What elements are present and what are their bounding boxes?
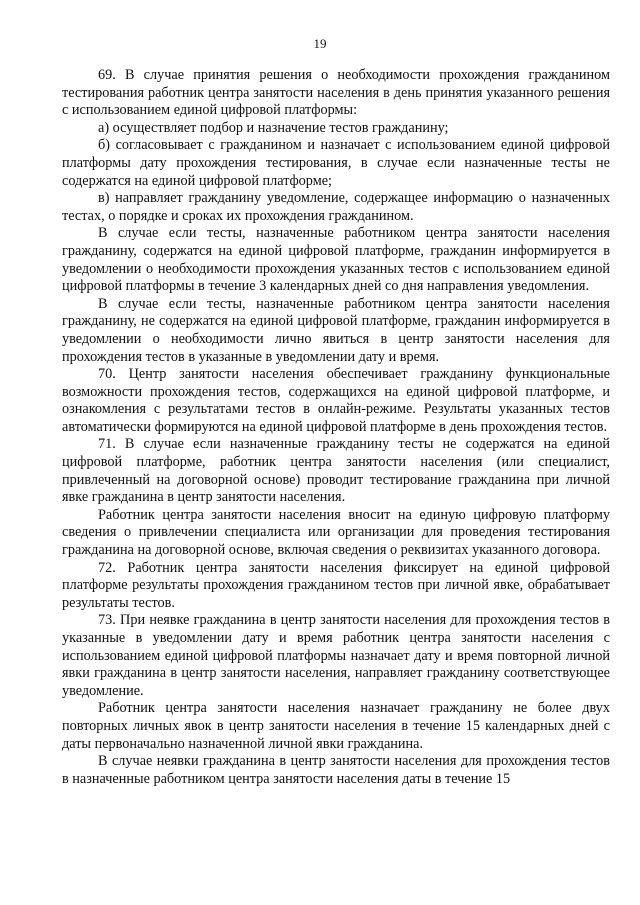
paragraph-70: 70. Центр занятости населения обеспечивает гражданину функциональные возможности прохождения тестов, содержащихся на единой цифровой платформе, и ознакомления с результатами тестов в онлайн-режиме. Результаты указанных тестов автоматически формируются на единой цифровой платформе в день прохождения тестов. (62, 366, 610, 435)
document-body (62, 67, 610, 788)
paragraph-73-no-show: В случае неявки гражданина в центр занятости населения для прохождения тестов в назначенные работником центра занятости населения даты в течение 15 (62, 753, 610, 787)
paragraph-71-specialist: Работник центра занятости населения вносит на единую цифровую платформу сведения о привлечении специалиста или организации для проведения тестирования гражданина на договорной основе, включая сведения о реквизитах указанного договора. (62, 506, 610, 559)
page-number: 19 (313, 36, 327, 51)
paragraph-tests-not-on-platform: В случае если тесты, назначенные работником центра занятости населения гражданину, не содержатся на единой цифровой платформе, гражданин информируется в уведомлении о необходимости лично явиться в центр занятости населения для прохождения тестов в указанные в уведомлении дату и время. (62, 295, 610, 365)
paragraph-69-item-c: в) направляет гражданину уведомление, содержащее информацию о назначенных тестах, о порядке и сроках их прохождения гражданином. (62, 190, 610, 224)
paragraph-69-item-a: а) осуществляет подбор и назначение тестов гражданину; (98, 119, 449, 136)
paragraph-69: 69. В случае принятия решения о необходимости прохождения гражданином тестирования работник центра занятости населения в день принятия указанного решения с использованием единой цифровой платформы: (62, 67, 610, 119)
paragraph-71: 71. В случае если назначенные гражданину тесты не содержатся на единой цифровой платформе, работник центра занятости населения (или специалист, привлеченный на договорной основе) проводит тестирование гражданина при личной явке гражданина в центр занятости населения. (62, 436, 610, 506)
paragraph-73-repeat-visits: Работник центра занятости населения назначает гражданину не более двух повторных личных явок в центр занятости населения в течение 15 календарных дней с даты первоначально назначенной личной явки гражданина. (62, 700, 610, 752)
paragraph-73: 73. При неявке гражданина в центр занятости населения для прохождения тестов в указанные в уведомлении дату и время работник центра занятости населения с использованием единой цифровой платформы назначает дату и время повторной личной явки гражданина в центр занятости населения, направляет гражданину соответствующее уведомление. (62, 612, 610, 699)
paragraph-72: 72. Работник центра занятости населения фиксирует на единой цифровой платформе результаты прохождения гражданином тестов при личной явке, обрабатывает результаты тестов. (62, 559, 610, 611)
paragraph-69-item-b: б) согласовывает с гражданином и назначает с использованием единой цифровой платформы дату прохождения тестирования, в случае если назначенные тесты не содержатся на единой цифровой платформе; (62, 137, 610, 189)
paragraph-tests-on-platform: В случае если тесты, назначенные работником центра занятости населения гражданину, содержатся на единой цифровой платформе, гражданин информируется в уведомлении о необходимости прохождения указанных тестов с использованием единой цифровой платформы в течение 3 календарных дней со дня направления уведомления. (62, 225, 610, 295)
